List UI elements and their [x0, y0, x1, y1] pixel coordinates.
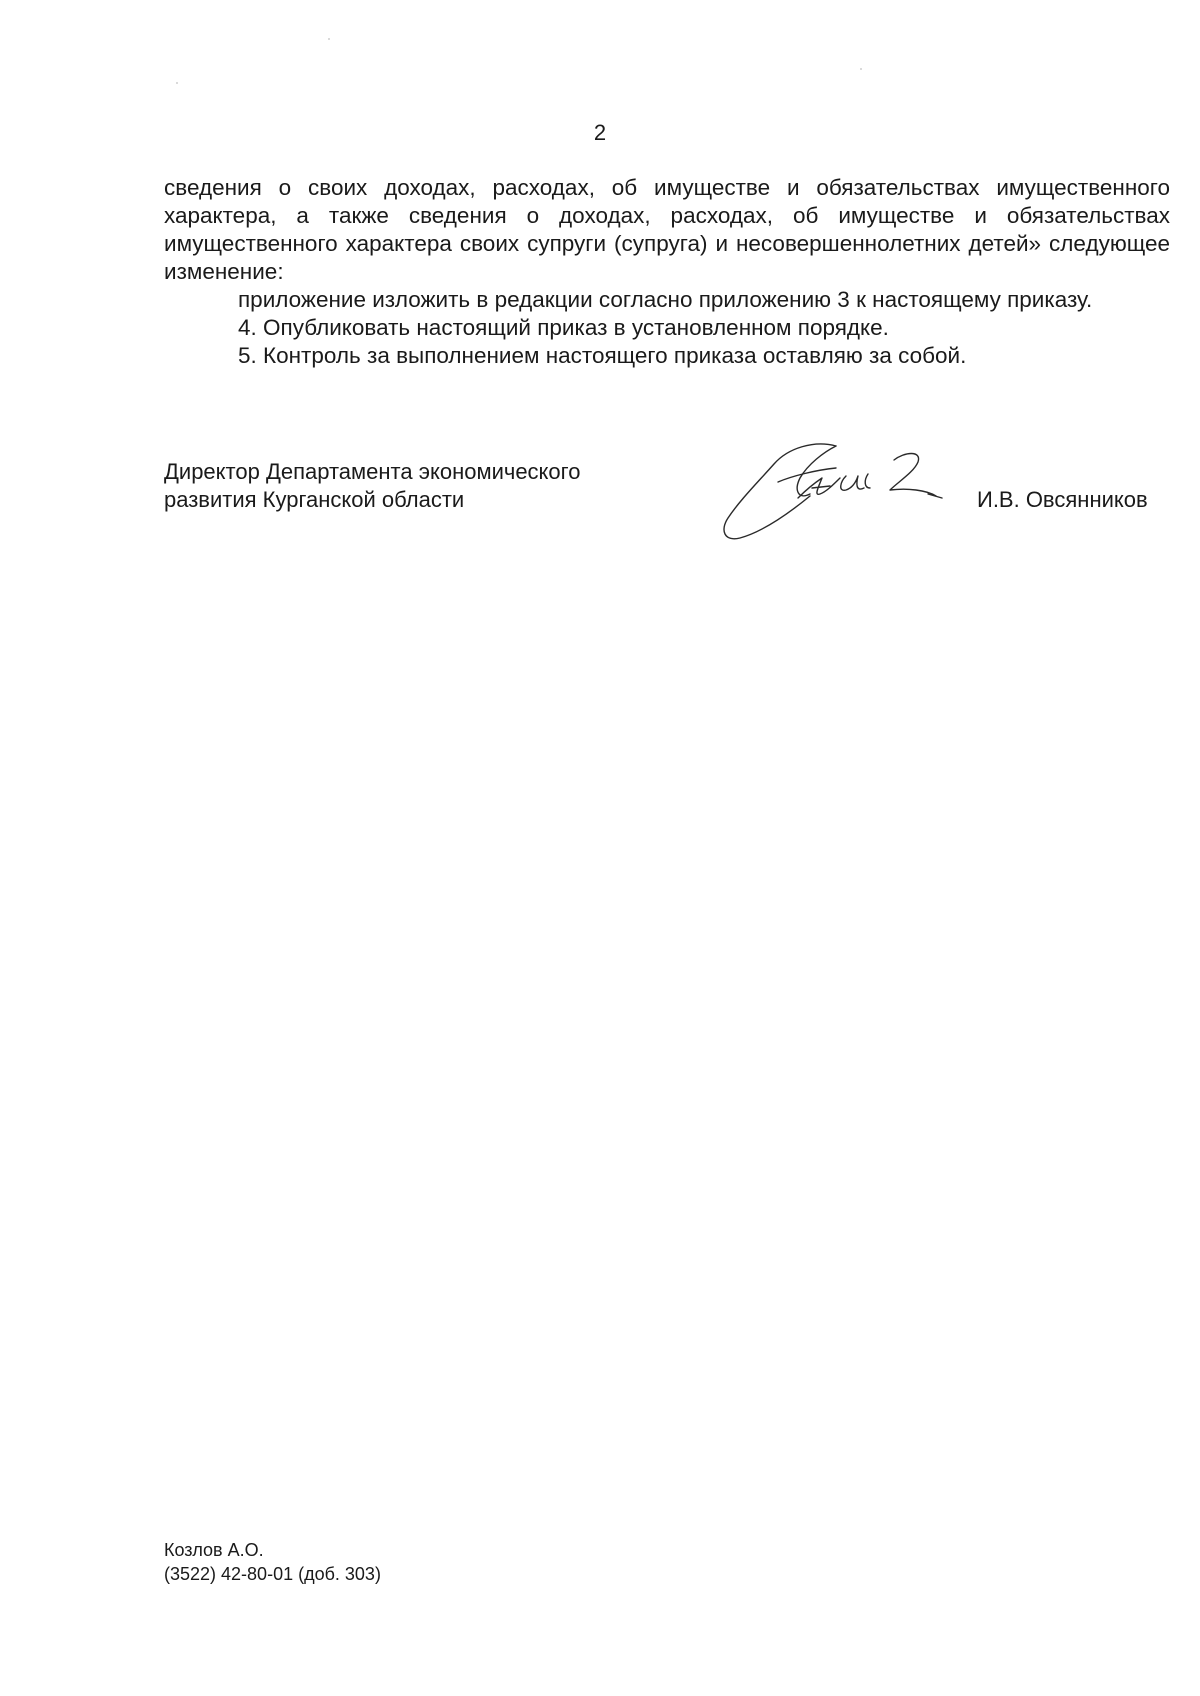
signatory-position	[164, 458, 580, 514]
signer-name: И.В. Овсянников	[977, 487, 1148, 512]
scan-speck	[860, 68, 862, 70]
page-number: 2	[593, 120, 607, 145]
scan-speck	[328, 38, 330, 40]
position-line-2: развития Курганской области	[164, 487, 465, 512]
contact-name: Козлов А.О.	[164, 1540, 264, 1560]
contact-phone: (3522) 42-80-01 (доб. 303)	[164, 1564, 381, 1584]
document-body	[164, 174, 1170, 370]
item-appendix: приложение изложить в редакции согласно приложению 3 к настоящему приказу.	[238, 287, 1093, 312]
scan-speck	[176, 82, 178, 84]
item-4: 4. Опубликовать настоящий приказ в установленном порядке.	[238, 315, 889, 340]
handwritten-signature	[718, 438, 958, 548]
position-line-1: Директор Департамента экономического	[164, 459, 581, 484]
paragraph-continuation: сведения о своих доходах, расходах, об имуществе и обязательствах имущественного характера, а также сведения о доходах, расходах, об имуществе и обязательствах имущественного характера своих супруги (супруга) и несовершеннолетних детей» следующее изменение:	[164, 175, 1170, 284]
item-5: 5. Контроль за выполнением настоящего приказа оставляю за собой.	[238, 343, 967, 368]
executor-contact	[164, 1538, 381, 1586]
